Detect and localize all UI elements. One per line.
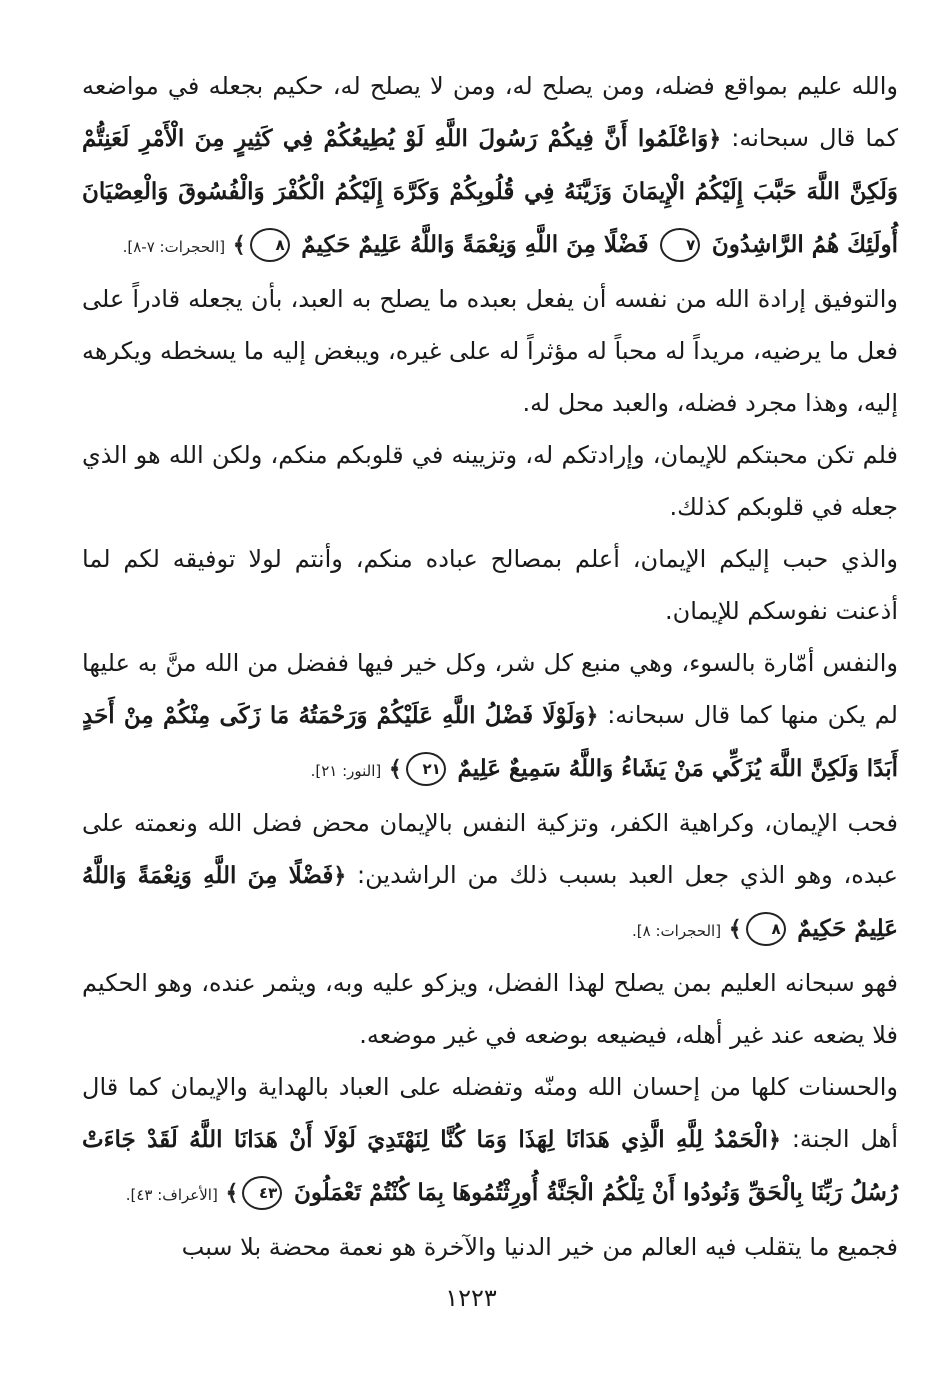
paragraph-1 [82,60,898,273]
ayah-number-marker: ٨ [746,912,786,946]
quran-verse: فَضْلًا مِنَ اللَّهِ وَنِعْمَةً وَاللَّهُ عَلِيمٌ حَكِيمٌ [301,231,649,258]
ayah-number-marker: ٤٣ [242,1176,282,1210]
verse-open-bracket: ﴿ [333,863,347,889]
verse-open-bracket: ﴿ [585,703,599,729]
paragraph-7: فهو سبحانه العليم بمن يصلح لهذا الفضل، ويزكو عليه وبه، ويثمر عنده، وهو الحكيم فلا يضعه عند غير أهله، فيضيعه بوضعه في غير موضعه. [82,969,898,1049]
paragraph-8 [82,1061,898,1221]
paragraph-5-text: والنفس أمّارة بالسوء، وهي منبع كل شر، وكل خير فيها ففضل من الله منَّ به عليها لم يكن منها كما قال سبحانه: [82,649,898,729]
ayah-number-marker: ٨ [250,228,290,262]
paragraph-4: والذي حبب إليكم الإيمان، أعلم بمصالح عباده منكم، وأنتم لولا توفيقه لكم لما أذعنت نفوسكم للإيمان. [82,545,898,625]
quran-verse: الْحَمْدُ لِلَّهِ الَّذِي هَدَانَا لِهَذَا وَمَا كُنَّا لِنَهْتَدِيَ لَوْلَا أَنْ هَدَانَا اللَّهُ لَقَدْ جَاءَتْ رُسُلُ رَبِّنَا بِالْحَقِّ وَنُودُوا أَنْ تِلْكُمُ الْجَنَّةُ أُورِثْتُمُوهَا بِمَا كُنْتُمْ تَعْمَلُونَ [82,1126,898,1206]
verse-reference: [الحجرات: ٨]. [632,922,722,940]
verse-close-bracket: ﴾ [232,232,246,258]
verse-reference: [النور: ٢١]. [310,762,382,780]
paragraph-8-text: والحسنات كلها من إحسان الله ومنّه وتفضله على العباد بالهداية والإيمان كما قال أهل الجنة: [82,1073,898,1153]
ayah-number-marker: ٧ [660,228,700,262]
paragraph-2: والتوفيق إرادة الله من نفسه أن يفعل بعبده ما يصلح به العبد، بأن يجعله قادراً على فعل ما يرضيه، مريداً له محباً له مؤثراً له على غيره، ويبغض إليه ما يسخطه ويكرهه إليه، وهذا مجرد فضله، والعبد محل له. [82,285,898,417]
paragraph-3: فلم تكن محبتكم للإيمان، وإرادتكم له، وتزيينه في قلوبكم منكم، ولكن الله هو الذي جعله في قلوبكم كذلك. [82,441,898,521]
paragraph-5 [82,637,898,797]
verse-close-bracket: ﴾ [728,916,742,942]
verse-reference: [الحجرات: ٧-٨]. [122,238,226,256]
ayah-number-marker: ٢١ [406,752,446,786]
verse-open-bracket: ﴿ [708,126,722,152]
verse-reference: [الأعراف: ٤٣]. [125,1186,218,1204]
paragraph-6-text: فحب الإيمان، وكراهية الكفر، وتزكية النفس بالإيمان محض فضل الله ونعمته على عبده، وهو الذي جعل العبد بسبب ذلك من الراشدين: [82,809,898,889]
paragraph-9: فجميع ما يتقلب فيه العالم من خير الدنيا والآخرة هو نعمة محضة بلا سبب [181,1233,898,1261]
quran-verse: وَاعْلَمُوا أَنَّ فِيكُمْ رَسُولَ اللَّهِ لَوْ يُطِيعُكُمْ فِي كَثِيرٍ مِنَ الْأَمْرِ لَعَنِتُّمْ وَلَكِنَّ اللَّهَ حَبَّبَ إِلَيْكُمُ الْإِيمَانَ وَزَيَّنَهُ فِي قُلُوبِكُمْ وَكَرَّهَ إِلَيْكُمُ الْكُفْرَ وَالْفُسُوقَ وَالْعِصْيَانَ أُولَئِكَ هُمُ الرَّاشِدُونَ [82,125,898,258]
verse-close-bracket: ﴾ [388,756,402,782]
paragraph-6 [82,797,898,957]
verse-open-bracket: ﴿ [767,1127,781,1153]
quran-verse: فَضْلًا مِنَ اللَّهِ وَنِعْمَةً وَاللَّهُ عَلِيمٌ حَكِيمٌ [82,862,898,942]
paragraph-1-text: والله عليم بمواقع فضله، ومن يصلح له، ومن لا يصلح له، حكيم بجعله في مواضعه كما قال سبحانه: [82,72,898,152]
page-number: ١٢٢٣ [445,1284,497,1312]
quran-verse: وَلَوْلَا فَضْلُ اللَّهِ عَلَيْكُمْ وَرَحْمَتُهُ مَا زَكَى مِنْكُمْ مِنْ أَحَدٍ أَبَدًا وَلَكِنَّ اللَّهَ يُزَكِّي مَنْ يَشَاءُ وَاللَّهُ سَمِيعٌ عَلِيمٌ [82,702,898,782]
verse-close-bracket: ﴾ [225,1180,239,1206]
page-body [82,60,898,1273]
